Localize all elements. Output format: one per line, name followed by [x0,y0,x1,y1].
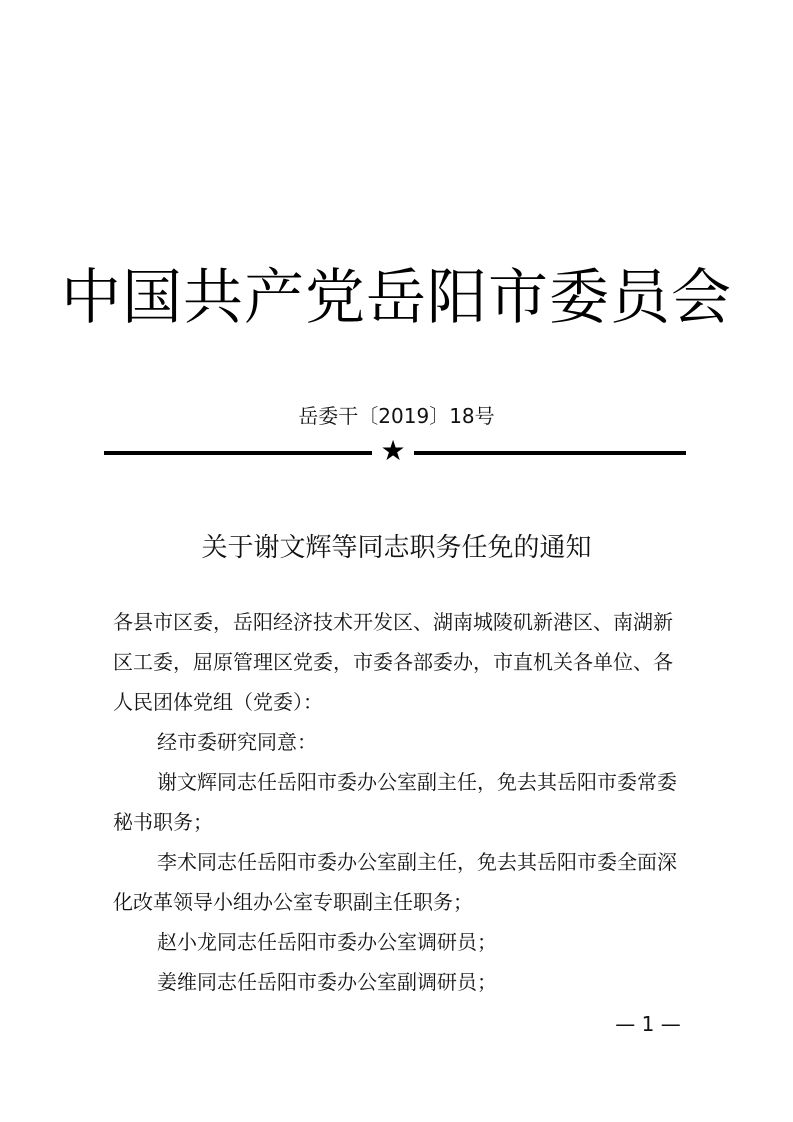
notice-body [113,602,685,1002]
body-paragraph: 李术同志任岳阳市委办公室副主任，免去其岳阳市委全面深化改革领导小组办公室专职副主任职务； [113,850,677,914]
divider-line-right [414,451,686,455]
notice-title: 关于谢文辉等同志职务任免的通知 [201,533,592,563]
star-icon: ★ [380,434,406,467]
body-paragraph: 谢文辉同志任岳阳市委办公室副主任，免去其岳阳市委常委秘书职务； [113,770,677,834]
recipients-paragraph: 各县市区委，岳阳经济技术开发区、湖南城陵矶新港区、南湖新区工委，屈原管理区党委，市委各部委办，市直机关各单位、各人民团体党组（党委）： [113,610,673,714]
page-number: — 1 — [615,1012,681,1036]
body-paragraph: 经市委研究同意： [157,730,317,754]
organization-title: 中国共产党岳阳市委员会 [61,263,732,333]
document-number: 岳委干〔2019〕18号 [298,404,495,428]
divider-line-left [104,451,372,455]
body-paragraph: 姜维同志任岳阳市委办公室副调研员； [157,970,497,994]
red-header-divider [104,436,686,466]
body-paragraph: 赵小龙同志任岳阳市委办公室调研员； [157,930,497,954]
